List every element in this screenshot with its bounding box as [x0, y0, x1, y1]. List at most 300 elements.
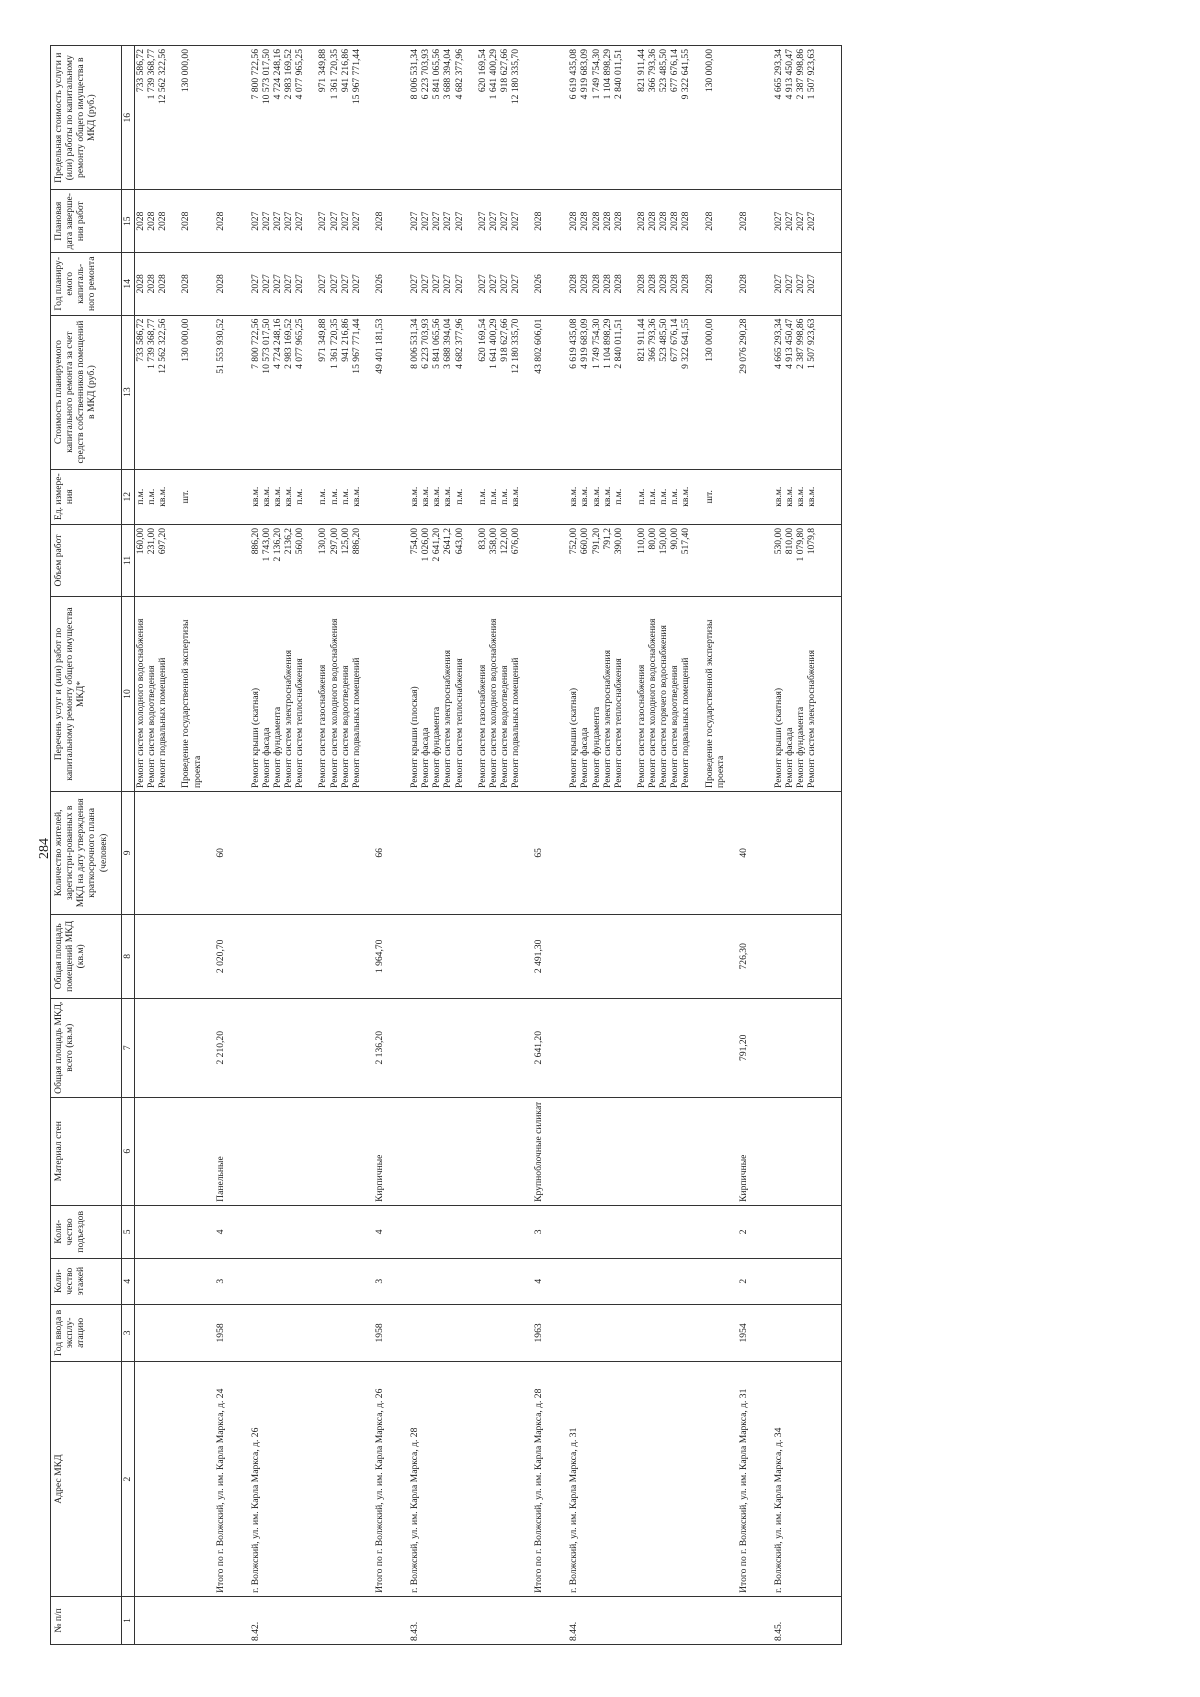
- year-built-cell: [317, 1304, 328, 1362]
- cost-cell: 130 000,00: [704, 315, 726, 469]
- table-row: [329, 46, 340, 1645]
- repair-year-cell: 2027: [488, 252, 499, 315]
- floors-cell: [591, 1258, 602, 1304]
- residents-cell: [442, 791, 453, 914]
- table-row: [636, 46, 647, 1645]
- unit-cell: кв.м.: [250, 469, 261, 524]
- col-number: 14: [122, 252, 135, 315]
- year-built-cell: [680, 1304, 691, 1362]
- table-row: [454, 46, 465, 1645]
- year-built-cell: [250, 1304, 261, 1362]
- limit-cost-cell: 1 739 368,77: [146, 46, 157, 190]
- col-number: 3: [122, 1304, 135, 1362]
- area-total-cell: [409, 998, 420, 1097]
- area-rooms-cell: [180, 914, 202, 998]
- repair-year-cell: 2027: [477, 252, 488, 315]
- area-total-cell: [602, 998, 613, 1097]
- address-cell: [272, 1362, 283, 1597]
- area-rooms-cell: 2 020,70: [215, 914, 226, 998]
- volume-cell: 886,20: [250, 524, 261, 596]
- limit-cost-cell: 1 641 400,29: [488, 46, 499, 190]
- floors-cell: [250, 1258, 261, 1304]
- table-row: [613, 46, 624, 1645]
- address-cell: [261, 1362, 272, 1597]
- entrances-cell: [806, 1205, 817, 1258]
- volume-cell: 150,00: [658, 524, 669, 596]
- limit-cost-cell: 4 913 450,47: [784, 46, 795, 190]
- year-built-cell: [420, 1304, 431, 1362]
- residents-cell: [591, 791, 602, 914]
- entrances-cell: [477, 1205, 488, 1258]
- area-total-cell: [488, 998, 499, 1097]
- cost-cell: 43 802 606,01: [533, 315, 544, 469]
- unit-cell: п.м.: [499, 469, 510, 524]
- area-total-cell: 2 641,20: [533, 998, 544, 1097]
- spacer-row: [692, 46, 704, 1645]
- spacer-row: [362, 46, 374, 1645]
- wall-material-cell: Крупноблочные силикат: [533, 1097, 544, 1205]
- area-total-cell: [272, 998, 283, 1097]
- area-total-cell: [442, 998, 453, 1097]
- residents-cell: [477, 791, 488, 914]
- work-type-cell: Ремонт систем водоотведения: [340, 597, 351, 792]
- end-date-cell: 2027: [294, 190, 305, 253]
- area-total-cell: 791,20: [738, 998, 749, 1097]
- area-rooms-cell: [351, 914, 362, 998]
- row-number: [658, 1596, 669, 1644]
- repair-year-cell: 2028: [738, 252, 749, 315]
- table-row: [602, 46, 613, 1645]
- volume-cell: 791,20: [591, 524, 602, 596]
- year-built-cell: 1954: [738, 1304, 749, 1362]
- page-number: 284: [37, 838, 52, 859]
- row-number: [738, 1596, 749, 1644]
- year-built-cell: [135, 1304, 147, 1362]
- wall-material-cell: [283, 1097, 294, 1205]
- volume-cell: 1 026,00: [420, 524, 431, 596]
- volume-cell: 390,00: [613, 524, 624, 596]
- volume-cell: 660,00: [579, 524, 590, 596]
- unit-cell: кв.м.: [680, 469, 691, 524]
- row-number: [579, 1596, 590, 1644]
- residents-cell: [704, 791, 726, 914]
- table-row: [773, 46, 784, 1645]
- year-built-cell: [669, 1304, 680, 1362]
- year-built-cell: 1958: [215, 1304, 226, 1362]
- residents-cell: [784, 791, 795, 914]
- address-cell: [510, 1362, 521, 1597]
- year-built-cell: [261, 1304, 272, 1362]
- volume-cell: [704, 524, 726, 596]
- area-rooms-cell: [261, 914, 272, 998]
- table-row: [658, 46, 669, 1645]
- limit-cost-cell: 9 322 641,55: [680, 46, 691, 190]
- end-date-cell: 2027: [351, 190, 362, 253]
- residents-cell: [773, 791, 784, 914]
- repair-year-cell: 2027: [510, 252, 521, 315]
- spacer-row: [203, 46, 215, 1645]
- entrances-cell: [317, 1205, 328, 1258]
- entrances-cell: [784, 1205, 795, 1258]
- end-date-cell: 2028: [568, 190, 579, 253]
- year-built-cell: [157, 1304, 168, 1362]
- col-number: 15: [122, 190, 135, 253]
- repair-year-cell: 2028: [680, 252, 691, 315]
- col-number: 4: [122, 1258, 135, 1304]
- year-built-cell: [431, 1304, 442, 1362]
- address-cell: [636, 1362, 647, 1597]
- unit-cell: кв.м.: [579, 469, 590, 524]
- col-header-end-date: Плановая дата заверше-ния работ: [51, 190, 122, 253]
- entrances-cell: 4: [374, 1205, 385, 1258]
- address-cell: [454, 1362, 465, 1597]
- entrances-cell: [773, 1205, 784, 1258]
- table-row: [669, 46, 680, 1645]
- floors-cell: [409, 1258, 420, 1304]
- area-total-cell: [250, 998, 261, 1097]
- col-number: 6: [122, 1097, 135, 1205]
- address-cell: [704, 1362, 726, 1597]
- work-type-cell: Ремонт подвальных помещений: [680, 597, 691, 792]
- address-cell: [146, 1362, 157, 1597]
- address-cell: [477, 1362, 488, 1597]
- year-built-cell: [579, 1304, 590, 1362]
- row-number: [647, 1596, 658, 1644]
- limit-cost-cell: 2 387 998,86: [795, 46, 806, 190]
- address-cell: г. Волжский, ул. им. Карла Маркса, д. 31: [568, 1362, 579, 1597]
- work-type-cell: Ремонт систем водоотведения: [499, 597, 510, 792]
- address-cell: [135, 1362, 147, 1597]
- table-row: [135, 46, 147, 1645]
- area-rooms-cell: [157, 914, 168, 998]
- wall-material-cell: [784, 1097, 795, 1205]
- header-row: [51, 46, 122, 1645]
- entrances-cell: [647, 1205, 658, 1258]
- floors-cell: [499, 1258, 510, 1304]
- address-cell: [283, 1362, 294, 1597]
- row-number: [704, 1596, 726, 1644]
- cost-cell: 1 361 720,35: [329, 315, 340, 469]
- residents-cell: [488, 791, 499, 914]
- area-rooms-cell: [420, 914, 431, 998]
- table-row: [806, 46, 817, 1645]
- table-row: [180, 46, 202, 1645]
- address-cell: [488, 1362, 499, 1597]
- area-total-cell: [340, 998, 351, 1097]
- unit-cell: кв.м.: [510, 469, 521, 524]
- residents-cell: [317, 791, 328, 914]
- work-type-cell: Ремонт фасада: [784, 597, 795, 792]
- residents-cell: [340, 791, 351, 914]
- wall-material-cell: [272, 1097, 283, 1205]
- unit-cell: кв.м.: [784, 469, 795, 524]
- repair-year-cell: 2027: [409, 252, 420, 315]
- area-rooms-cell: [784, 914, 795, 998]
- row-number: [431, 1596, 442, 1644]
- area-total-cell: [499, 998, 510, 1097]
- unit-cell: п.м.: [317, 469, 328, 524]
- residents-cell: 40: [738, 791, 749, 914]
- address-cell: [351, 1362, 362, 1597]
- limit-cost-cell: 1 361 720,35: [329, 46, 340, 190]
- volume-cell: [738, 524, 749, 596]
- floors-cell: [442, 1258, 453, 1304]
- limit-cost-cell: 4 665 293,34: [773, 46, 784, 190]
- limit-cost-cell: 523 485,50: [658, 46, 669, 190]
- col-header-unit: Ед. измере-ния: [51, 469, 122, 524]
- table-row: [294, 46, 305, 1645]
- area-rooms-cell: [680, 914, 691, 998]
- unit-cell: кв.м.: [431, 469, 442, 524]
- spacer-row: [385, 46, 409, 1645]
- address-cell: [317, 1362, 328, 1597]
- repair-year-cell: 2027: [431, 252, 442, 315]
- volume-cell: 754,00: [409, 524, 420, 596]
- year-built-cell: [784, 1304, 795, 1362]
- work-type-cell: Проведение государственной экспертизы проекта: [704, 597, 726, 792]
- area-rooms-cell: [442, 914, 453, 998]
- volume-cell: 122,00: [499, 524, 510, 596]
- area-rooms-cell: [591, 914, 602, 998]
- work-type-cell: Ремонт фундамента: [591, 597, 602, 792]
- unit-cell: п.м.: [488, 469, 499, 524]
- area-rooms-cell: [568, 914, 579, 998]
- cost-cell: 2 840 011,51: [613, 315, 624, 469]
- floors-cell: [146, 1258, 157, 1304]
- col-header-area-total: Общая площадь МКД, всего (кв.м): [51, 998, 122, 1097]
- work-type-cell: Ремонт систем теплоснабжения: [613, 597, 624, 792]
- address-cell: г. Волжский, ул. им. Карла Маркса, д. 26: [250, 1362, 261, 1597]
- table-row: [499, 46, 510, 1645]
- year-built-cell: [283, 1304, 294, 1362]
- residents-cell: [157, 791, 168, 914]
- col-header-limit-cost: Предельная стоимость услуги и (или) работы по капитальному ремонту общего имущества в МКД (руб.): [51, 46, 122, 190]
- year-built-cell: 1958: [374, 1304, 385, 1362]
- row-number: [602, 1596, 613, 1644]
- area-rooms-cell: [329, 914, 340, 998]
- col-header-volume: Объем работ: [51, 524, 122, 596]
- spacer-row: [521, 46, 533, 1645]
- total-row: [738, 46, 749, 1645]
- area-rooms-cell: [602, 914, 613, 998]
- limit-cost-cell: 130 000,00: [180, 46, 202, 190]
- wall-material-cell: [317, 1097, 328, 1205]
- cost-cell: 4 724 248,16: [272, 315, 283, 469]
- volume-cell: 886,20: [351, 524, 362, 596]
- area-total-cell: [180, 998, 202, 1097]
- limit-cost-cell: 971 349,88: [317, 46, 328, 190]
- work-type-cell: Ремонт систем электроснабжения: [283, 597, 294, 792]
- work-type-cell: Ремонт фундамента: [431, 597, 442, 792]
- floors-cell: [613, 1258, 624, 1304]
- wall-material-cell: [636, 1097, 647, 1205]
- table-body: [135, 46, 842, 1645]
- cost-cell: 3 688 394,04: [442, 315, 453, 469]
- volume-cell: 560,00: [294, 524, 305, 596]
- address-cell: [294, 1362, 305, 1597]
- entrances-cell: [568, 1205, 579, 1258]
- address-cell: Итого по г. Волжский, ул. им. Карла Маркса, д. 24: [215, 1362, 226, 1597]
- wall-material-cell: [146, 1097, 157, 1205]
- address-cell: Итого по г. Волжский, ул. им. Карла Маркса, д. 26: [374, 1362, 385, 1597]
- end-date-cell: 2028: [533, 190, 544, 253]
- address-cell: [680, 1362, 691, 1597]
- total-row: [215, 46, 226, 1645]
- unit-cell: [215, 469, 226, 524]
- repair-year-cell: 2026: [533, 252, 544, 315]
- repair-year-cell: 2028: [658, 252, 669, 315]
- cost-cell: 821 911,44: [636, 315, 647, 469]
- row-number: [591, 1596, 602, 1644]
- residents-cell: [283, 791, 294, 914]
- col-header-repair-year: Год планиру-емого капиталь-ного ремонта: [51, 252, 122, 315]
- row-number: [215, 1596, 226, 1644]
- cost-cell: 4 682 377,96: [454, 315, 465, 469]
- address-cell: [579, 1362, 590, 1597]
- entrances-cell: [272, 1205, 283, 1258]
- work-type-cell: Ремонт крыши (скатная): [568, 597, 579, 792]
- col-number: 16: [122, 46, 135, 190]
- end-date-cell: 2028: [215, 190, 226, 253]
- wall-material-cell: Кирпичные: [738, 1097, 749, 1205]
- year-built-cell: [442, 1304, 453, 1362]
- cost-cell: 7 800 722,56: [250, 315, 261, 469]
- year-built-cell: [499, 1304, 510, 1362]
- limit-cost-cell: 918 627,66: [499, 46, 510, 190]
- year-built-cell: [613, 1304, 624, 1362]
- address-cell: [658, 1362, 669, 1597]
- end-date-cell: 2028: [613, 190, 624, 253]
- row-number: 8.43.: [409, 1596, 420, 1644]
- limit-cost-cell: 12 180 335,70: [510, 46, 521, 190]
- year-built-cell: [806, 1304, 817, 1362]
- wall-material-cell: [773, 1097, 784, 1205]
- area-total-cell: [658, 998, 669, 1097]
- col-number: 9: [122, 791, 135, 914]
- area-rooms-cell: [488, 914, 499, 998]
- repair-year-cell: 2028: [602, 252, 613, 315]
- work-type-cell: Ремонт фасада: [420, 597, 431, 792]
- floors-cell: [647, 1258, 658, 1304]
- unit-cell: кв.м.: [442, 469, 453, 524]
- entrances-cell: [329, 1205, 340, 1258]
- work-type-cell: Ремонт систем холодного водоснабжения: [488, 597, 499, 792]
- floors-cell: [658, 1258, 669, 1304]
- table-row: [579, 46, 590, 1645]
- cost-cell: 12 180 335,70: [510, 315, 521, 469]
- volume-cell: 1 079,80: [795, 524, 806, 596]
- work-type-cell: Ремонт фасада: [579, 597, 590, 792]
- entrances-cell: [135, 1205, 147, 1258]
- wall-material-cell: [431, 1097, 442, 1205]
- row-number: [294, 1596, 305, 1644]
- floors-cell: [272, 1258, 283, 1304]
- limit-cost-cell: 6 619 435,08: [568, 46, 579, 190]
- year-built-cell: [329, 1304, 340, 1362]
- volume-cell: [533, 524, 544, 596]
- entrances-cell: [340, 1205, 351, 1258]
- repair-year-cell: 2027: [806, 252, 817, 315]
- work-type-cell: Ремонт систем электроснабжения: [806, 597, 817, 792]
- residents-cell: [261, 791, 272, 914]
- end-date-cell: 2028: [669, 190, 680, 253]
- unit-cell: кв.м.: [351, 469, 362, 524]
- end-date-cell: 2027: [283, 190, 294, 253]
- table-row: [317, 46, 328, 1645]
- unit-cell: кв.м.: [420, 469, 431, 524]
- work-type-cell: [215, 597, 226, 792]
- limit-cost-cell: 15 967 771,44: [351, 46, 362, 190]
- wall-material-cell: Панельные: [215, 1097, 226, 1205]
- address-cell: [180, 1362, 202, 1597]
- end-date-cell: 2028: [157, 190, 168, 253]
- unit-cell: п.м.: [294, 469, 305, 524]
- cost-cell: 51 553 930,52: [215, 315, 226, 469]
- end-date-cell: 2027: [773, 190, 784, 253]
- residents-cell: [454, 791, 465, 914]
- limit-cost-cell: 12 562 322,56: [157, 46, 168, 190]
- unit-cell: кв.м.: [568, 469, 579, 524]
- floors-cell: 2: [738, 1258, 749, 1304]
- limit-cost-cell: 8 006 531,34: [409, 46, 420, 190]
- address-cell: [784, 1362, 795, 1597]
- work-type-cell: Ремонт систем холодного водоснабжения: [647, 597, 658, 792]
- address-cell: [420, 1362, 431, 1597]
- area-rooms-cell: [409, 914, 420, 998]
- floors-cell: [784, 1258, 795, 1304]
- table-row: [784, 46, 795, 1645]
- table-row: [431, 46, 442, 1645]
- floors-cell: [157, 1258, 168, 1304]
- floors-cell: [795, 1258, 806, 1304]
- area-rooms-cell: [454, 914, 465, 998]
- wall-material-cell: [795, 1097, 806, 1205]
- col-number: 11: [122, 524, 135, 596]
- unit-cell: [533, 469, 544, 524]
- repair-year-cell: 2028: [636, 252, 647, 315]
- cost-cell: 5 841 065,56: [431, 315, 442, 469]
- row-number: [533, 1596, 544, 1644]
- address-cell: [431, 1362, 442, 1597]
- floors-cell: [568, 1258, 579, 1304]
- address-cell: [602, 1362, 613, 1597]
- residents-cell: [250, 791, 261, 914]
- volume-cell: 83,00: [477, 524, 488, 596]
- cost-cell: 971 349,88: [317, 315, 328, 469]
- end-date-cell: 2028: [374, 190, 385, 253]
- year-built-cell: [340, 1304, 351, 1362]
- area-rooms-cell: [135, 914, 147, 998]
- header-number-row: [122, 46, 135, 1645]
- work-type-cell: Ремонт систем водоотведения: [669, 597, 680, 792]
- work-type-cell: Ремонт систем электроснабжения: [602, 597, 613, 792]
- end-date-cell: 2027: [499, 190, 510, 253]
- row-number: 8.42.: [250, 1596, 261, 1644]
- limit-cost-cell: 620 169,54: [477, 46, 488, 190]
- residents-cell: [420, 791, 431, 914]
- volume-cell: 358,00: [488, 524, 499, 596]
- area-rooms-cell: [499, 914, 510, 998]
- col-header-entrances: Коли-чество подъездов: [51, 1205, 122, 1258]
- year-built-cell: [658, 1304, 669, 1362]
- cost-cell: 523 485,50: [658, 315, 669, 469]
- address-cell: [157, 1362, 168, 1597]
- entrances-cell: [669, 1205, 680, 1258]
- area-rooms-cell: [294, 914, 305, 998]
- wall-material-cell: [579, 1097, 590, 1205]
- cost-cell: 1 641 400,29: [488, 315, 499, 469]
- residents-cell: 60: [215, 791, 226, 914]
